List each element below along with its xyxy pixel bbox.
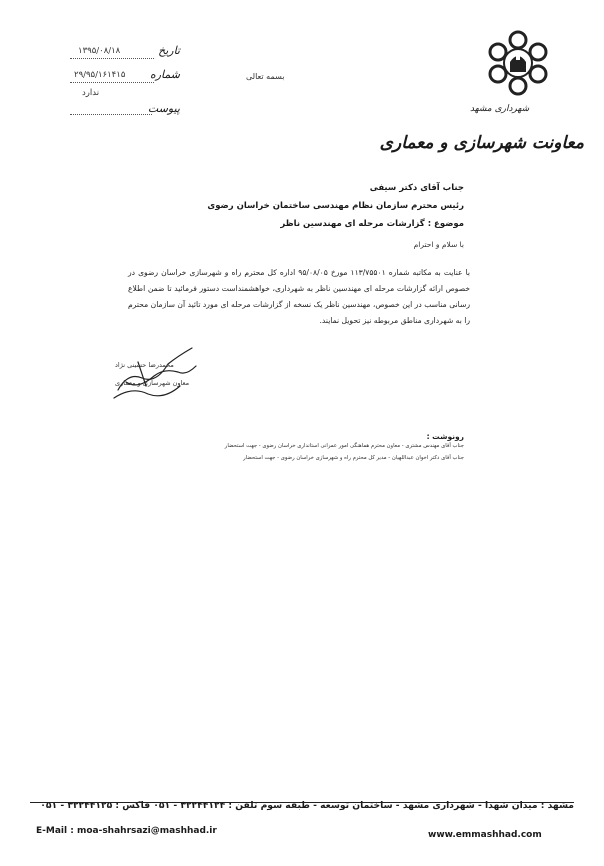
recipient-title: رئیس محترم سازمان نظام مهندسی ساختمان خراسان رضوی [207,201,464,211]
number-row [70,68,180,84]
municipality-logo [486,30,550,100]
cc-title: رونوشت : [426,432,464,441]
attachment-label: پیوست [147,102,180,115]
date-value: ۱۳۹۵/۰۸/۱۸ [78,46,121,56]
attachment-label-row [70,102,180,118]
recipient-name: جناب آقای دکتر سیفی [369,183,464,193]
signatory-name: محمدرضا حسینی نژاد [115,361,174,369]
signatory-title: معاون شهرسازی و معماری [115,379,190,387]
cc-item: جناب آقای دکتر اخوان عبداللهیان - مدیر کل محترم راه و شهرسازی خراسان رضوی - جهت استحضار [243,455,464,461]
basmala: بسمه تعالی [246,72,285,81]
footer-website: www.emmashhad.com [428,830,542,840]
letter-subject: موضوع : گزارشات مرحله ای مهندسین ناظر [280,219,464,229]
org-caption: شهرداری مشهد [470,104,530,114]
department-title: معاونت شهرسازی و معماری [379,133,584,153]
footer-email: E-Mail : moa-shahrsazi@mashhad.ir [36,826,217,836]
cc-item: جناب آقای مهندس مشتری - معاون محترم هماهنگی امور عمرانی استانداری خراسان رضوی - جهت استحضار [224,443,464,449]
handwritten-signature [108,342,208,402]
number-label: شماره [149,68,180,81]
footer-divider [30,802,574,803]
number-value: ۲۹/۹۵/۱۶۱۴۱۵ [74,70,126,80]
date-label: تاریخ [158,44,180,57]
letter-greeting: با سلام و احترام [413,240,464,249]
date-row [70,44,180,60]
attachment-value: ندارد [82,88,100,98]
footer-address: مشهد : میدان شهدا - شهرداری مشهد - ساختمان توسعه - طبقه سوم تلفن : ۳۲۲۴۴۱۲۴ - ۰۵۱ فاکس : ۳۲۲۴۴۱۲۵ - ۰۵۱ [40,800,574,811]
letter-body: با عنایت به مکاتبه شماره ۱۱۳/۷۵۵۰۱ مورخ ۹۵/۰۸/۰۵ اداره کل محترم راه و شهرسازی خراسان رضوی در خصوص ارائه گزارشات مرحله ای مهندسین ناظر به شهرداری، خواهشمنداست دستور فرمائید تا ضمن اطلاع رسانی مناسب در این خصوص، مهندسین ناظر یک نسخه از گزارشات مرحله ای مورد تائید آن سازمان محترم را به شهرداری مناطق مربوطه نیز تحویل نمایند. [128,268,471,325]
